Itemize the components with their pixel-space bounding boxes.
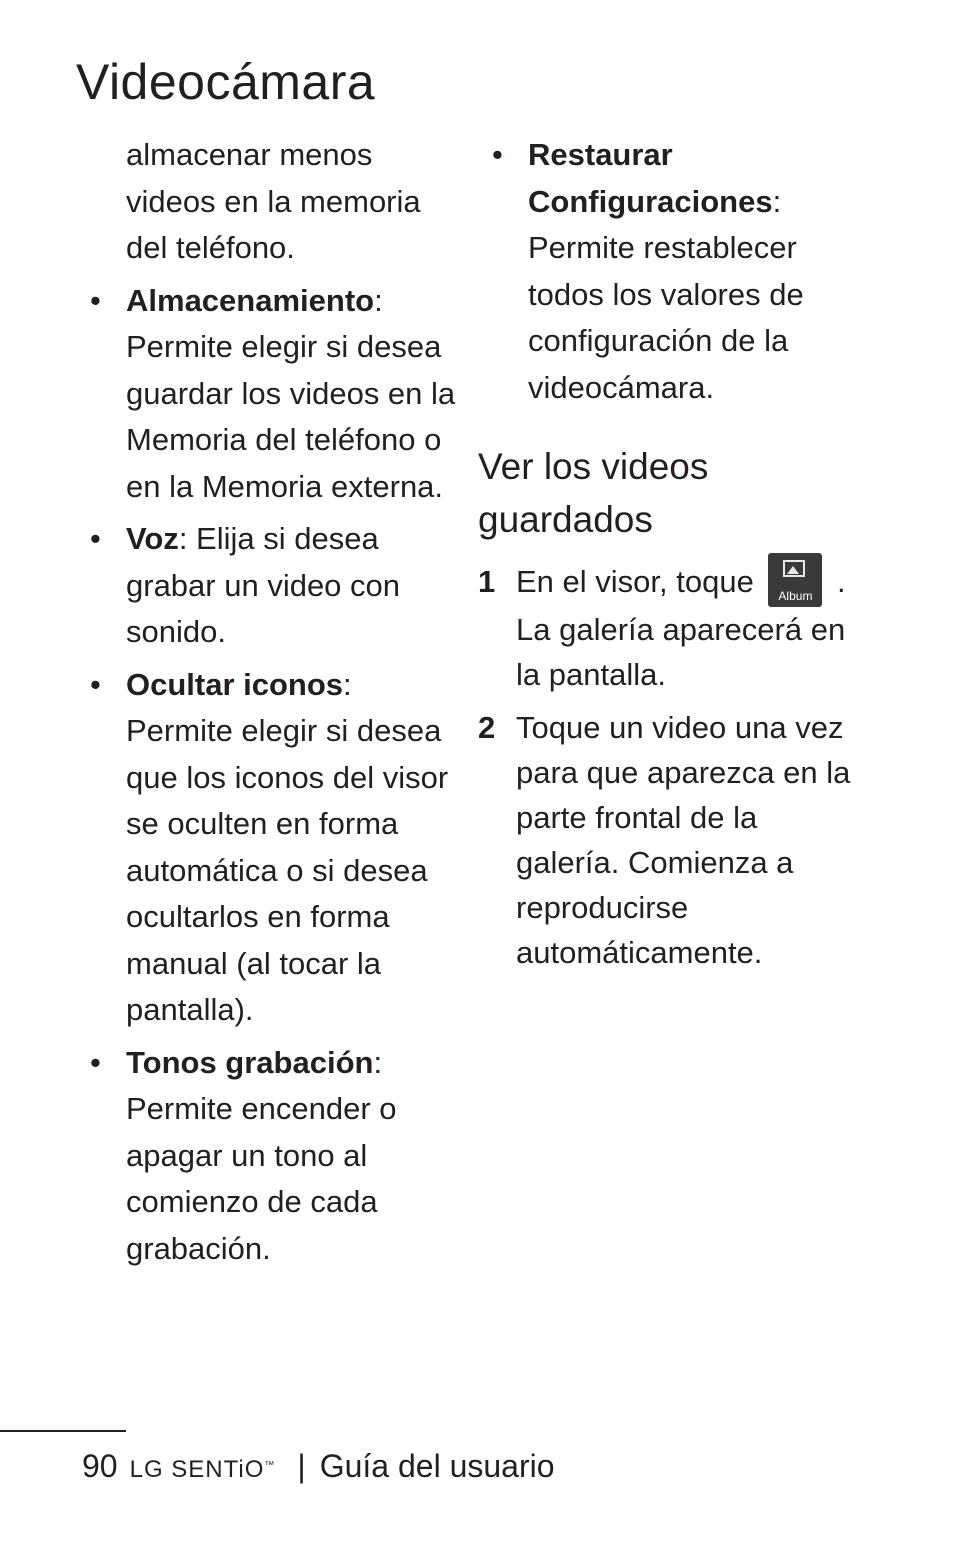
item-text: Permite elegir si desea guardar los videos en la Memoria del teléfono o en la Memoria externa.	[126, 329, 456, 504]
step-text-after-icon: . La galería aparecerá en la pantalla.	[516, 564, 846, 692]
item-sep: :	[373, 1044, 383, 1080]
bullet-icon: •	[492, 137, 503, 172]
step-1	[478, 559, 861, 697]
list-item-ocultar-iconos	[90, 662, 466, 1034]
brand-logo	[130, 1456, 276, 1483]
list-item-restaurar-configuraciones	[492, 132, 868, 411]
footer	[82, 1444, 555, 1492]
album-icon-label: Album	[778, 588, 813, 603]
item-sep: :	[178, 521, 188, 556]
item-term: Voz	[126, 521, 179, 556]
section-heading: Ver los videos guardados	[478, 446, 709, 540]
item-text: Permite encender o apagar un tono al comienzo de cada grabación.	[126, 1091, 397, 1266]
item-term: Ocultar iconos	[126, 666, 344, 702]
trademark: ™	[264, 1460, 276, 1471]
list-item-voz	[90, 516, 466, 656]
step-text: Toque un video una vez para que aparezca en la parte frontal de la galería. Comienza a reproducirse automáticamente.	[516, 709, 851, 970]
step-number: 2	[478, 709, 496, 745]
guide-label: Guía del usuario	[319, 1448, 555, 1484]
list-item-almacenamiento	[90, 278, 466, 511]
brand-name: LG SENTiO	[129, 1456, 265, 1483]
item-term: Restaurar Configuraciones	[528, 137, 773, 219]
footer-divider	[0, 1430, 126, 1432]
item-sep: :	[374, 282, 383, 318]
item-sep: :	[343, 666, 352, 702]
intro-text: almacenar menos videos en la memoria del teléfono.	[126, 137, 421, 265]
item-text: Permite elegir si desea que los iconos del visor se oculten en forma automática o si desea ocultarlos en forma manual (al tocar la pantalla).	[126, 713, 449, 1027]
item-sep: :	[772, 183, 782, 219]
album-icon	[768, 553, 822, 607]
bullet-icon: •	[90, 282, 101, 318]
bullet-icon: •	[90, 1044, 101, 1080]
list-item-tonos-grabacion	[90, 1040, 466, 1273]
step-text-before-icon: En el visor, toque	[516, 564, 763, 599]
item-text: Elija si desea grabar un video con sonido.	[126, 521, 401, 649]
right-column	[492, 132, 868, 411]
page-number: 90	[82, 1448, 118, 1484]
page-title: Videocámara	[76, 54, 376, 110]
bullet-icon: •	[90, 521, 101, 556]
footer-separator: |	[297, 1448, 306, 1484]
item-term: Tonos grabación	[126, 1044, 374, 1080]
step-number: 1	[478, 564, 496, 599]
steps-list	[478, 559, 861, 983]
item-text: Permite restablecer todos los valores de configuración de la videocámara.	[528, 230, 804, 405]
item-term: Almacenamiento	[126, 282, 375, 318]
picture-icon	[783, 560, 805, 577]
step-2	[478, 705, 861, 975]
bullet-icon: •	[90, 666, 101, 702]
left-column	[90, 132, 466, 1272]
